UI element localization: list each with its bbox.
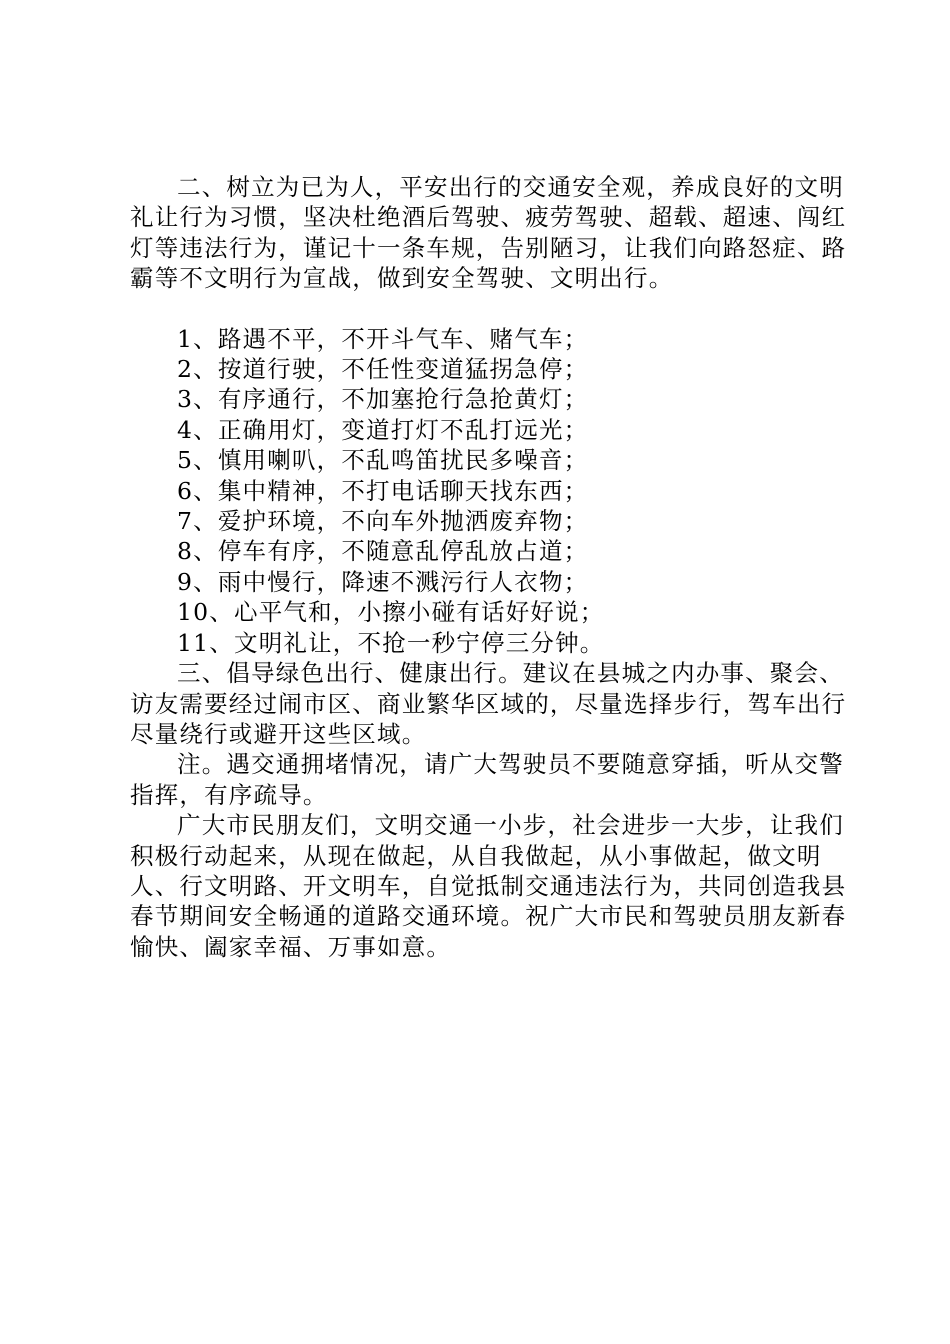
note-paragraph: 注。遇交通拥堵情况，请广大驾驶员不要随意穿插，听从交警指挥，有序疏导。: [130, 750, 844, 809]
rules-list: [130, 324, 850, 658]
document-body: [130, 172, 850, 962]
paragraph-two: 二、树立为已为人，平安出行的交通安全观，养成良好的文明礼让行为习惯，坚决杜绝酒后驾驶、疲劳驾驶、超载、超速、闯红灯等违法行为，谨记十一条车规，告别陋习，让我们向路怒症、路霸等不文明行为宣战，做到安全驾驶、文明出行。: [130, 173, 847, 293]
rule-item-8: 8、停车有序，不随意乱停乱放占道；: [177, 537, 589, 566]
rule-item-5: 5、慎用喇叭，不乱鸣笛扰民多噪音；: [177, 446, 589, 475]
rule-item-3: 3、有序通行，不加塞抢行急抢黄灯；: [177, 385, 589, 414]
rule-item-10: 10、心平气和，小擦小碰有话好好说；: [177, 598, 605, 627]
rule-item-2: 2、按道行驶，不任性变道猛拐急停；: [177, 355, 589, 384]
rule-item-11: 11、文明礼让，不抢一秒宁停三分钟。: [177, 628, 605, 657]
rule-item-7: 7、爱护环境，不向车外抛洒废弃物；: [177, 507, 589, 536]
closing-paragraph: 广大市民朋友们，文明交通一小步，社会进步一大步，让我们积极行动起来，从现在做起，从自我做起，从小事做起，做文明人、行文明路、开文明车，自觉抵制交通违法行为，共同创造我县春节期间安全畅通的道路交通环境。祝广大市民和驾驶员朋友新春愉快、阖家幸福、万事如意。: [130, 811, 847, 961]
rule-item-9: 9、雨中慢行，降速不溅污行人衣物；: [177, 567, 589, 596]
rule-item-4: 4、正确用灯，变道打灯不乱打远光；: [177, 415, 589, 444]
paragraph-three: 三、倡导绿色出行、健康出行。建议在县城之内办事、聚会、访友需要经过闹市区、商业繁华区域的，尽量选择步行，驾车出行尽量绕行或避开这些区域。: [130, 659, 847, 748]
rule-item-6: 6、集中精神，不打电话聊天找东西；: [177, 476, 589, 505]
paragraph-gap: [130, 294, 850, 324]
rule-item-1: 1、路遇不平，不开斗气车、赌气车；: [177, 324, 589, 353]
